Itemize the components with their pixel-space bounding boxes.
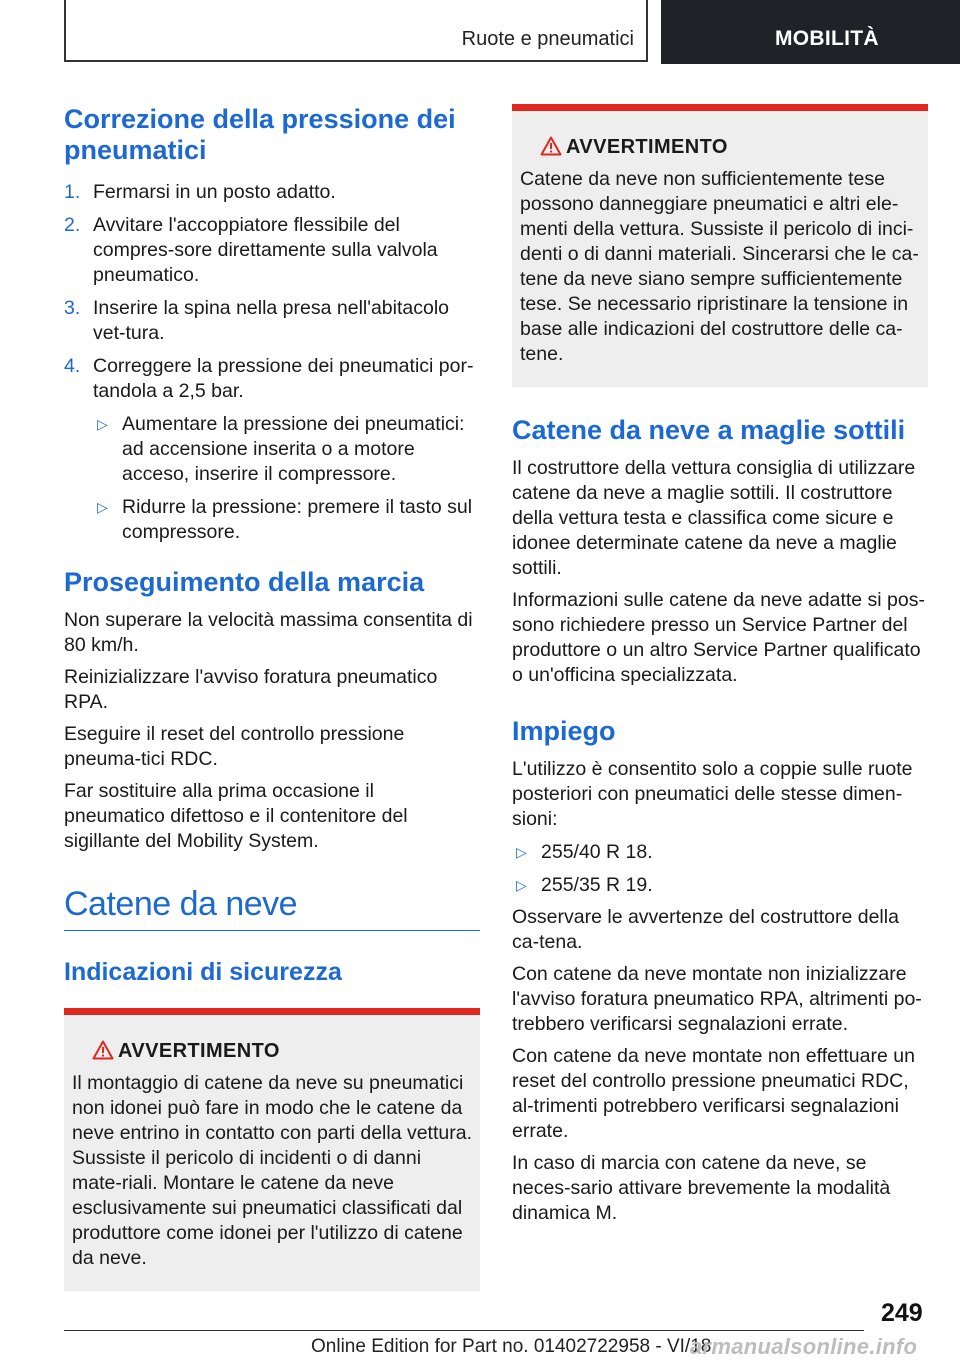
warning-title: AVVERTIMENTO (118, 1040, 280, 1062)
paragraph: Osservare le avvertenze del costruttore della ca‐tena. (512, 906, 899, 953)
list-item (93, 495, 480, 545)
warning-text: Catene da neve non sufficientemente tese possono danneggiare pneumatici e altri ele‐menti della vettura. Sussiste il pericolo di inci‐denti o di danni materiali. Sincerarsi che le ca‐tene da neve siano sempre sufficientemente tese. Se necessario ripristinare la tensione in base alle indicazioni del costruttore delle ca‐tene. (520, 168, 919, 365)
step-number: 4. (64, 355, 81, 377)
bullet-text: Aumentare la pressione dei pneumatici: ad accensione inserita o a motore acceso, inserire il compressore. (122, 413, 465, 485)
bullet-text: Ridurre la pressione: premere il tasto sul compressore. (122, 496, 473, 543)
step-item (64, 354, 480, 404)
step-number: 1. (64, 181, 81, 203)
warning-header (72, 1039, 472, 1065)
edition-text: Online Edition for Part no. 01402722958 - VI/18 (311, 1336, 712, 1357)
warning-box (64, 1008, 480, 1291)
paragraph: Non superare la velocità massima consentita di 80 km/h. (64, 609, 473, 656)
triangle-bullet-icon: ▷ (516, 844, 527, 860)
page-number: 249 (881, 1299, 923, 1327)
heading-fine-mesh-chains: Catene da neve a maglie sottili (512, 415, 906, 445)
step-number: 2. (64, 214, 81, 236)
sub-bullet-list (64, 412, 480, 545)
triangle-bullet-icon: ▷ (97, 499, 108, 515)
list-item (512, 840, 928, 865)
paragraph: Eseguire il reset del controllo pressione pneuma‐tici RDC. (64, 723, 405, 770)
heading-snow-chains: Catene da neve (64, 885, 298, 923)
paragraph: Far sostituire alla prima occasione il pneumatico difettoso e il contenitore del sigillante del Mobility System. (64, 780, 408, 852)
list-item (512, 873, 928, 898)
warning-text: Il montaggio di catene da neve su pneumatici non idonei può fare in modo che le catene da neve entrino in contatto con parti della vettura. Sussiste il pericolo di incidenti o di danni mate‐riali. Montare le catene da neve esclusivamente sui pneumatici classificati dal produttore come idonei per l'utilizzo di catene da neve. (72, 1072, 472, 1269)
step-text: Inserire la spina nella presa nell'abitacolo vet‐tura. (93, 297, 450, 344)
heading-continue-driving: Proseguimento della marcia (64, 567, 425, 597)
tire-size: 255/35 R 19. (541, 874, 653, 896)
step-text: Fermarsi in un posto adatto. (93, 181, 336, 203)
paragraph: Informazioni sulle catene da neve adatte si pos‐sono richiedere presso un Service Partner del produttore o un altro Service Partner qualificato o un'officina specializzata. (512, 589, 925, 686)
footer-rule (64, 1330, 864, 1331)
section-title: Ruote e pneumatici (461, 28, 634, 50)
triangle-bullet-icon: ▷ (97, 416, 108, 432)
paragraph: Reinizializzare l'avviso foratura pneumatico RPA. (64, 666, 438, 713)
chapter-title: MOBILITÀ (775, 27, 879, 50)
page-header (0, 0, 960, 66)
warning-triangle-icon (92, 1040, 114, 1060)
heading-usage: Impiego (512, 716, 616, 746)
triangle-bullet-icon: ▷ (516, 877, 527, 893)
chapter-tab (661, 0, 960, 64)
list-item (93, 412, 480, 487)
paragraph: Con catene da neve montate non inizializzare l'avviso foratura pneumatico RPA, altrimenti po‐trebbero verificarsi segnalazioni errate. (512, 963, 922, 1035)
paragraph: Il costruttore della vettura consiglia di utilizzare catene da neve a maglie sottili. Il costruttore della vettura testa e classifica come sicure e idonee determinate catene da neve a maglie sottili. (512, 457, 916, 579)
step-text: Correggere la pressione dei pneumatici por‐tandola a 2,5 bar. (93, 355, 474, 402)
watermark: armanualsonline.info (690, 1334, 918, 1359)
heading-safety-notes: Indicazioni di sicurezza (64, 958, 342, 986)
warning-header (520, 135, 920, 161)
step-item (64, 296, 480, 346)
warning-box (512, 104, 928, 387)
warning-title: AVVERTIMENTO (566, 136, 728, 158)
warning-triangle-icon (540, 136, 562, 156)
step-item (64, 180, 480, 205)
step-item (64, 213, 480, 288)
paragraph: In caso di marcia con catene da neve, se neces‐sario attivare brevemente la modalità dinamica M. (512, 1152, 891, 1224)
heading-pressure-correction: Correzione della pressione dei pneumatici (64, 104, 456, 165)
step-text: Avvitare l'accoppiatore flessibile del compres‐sore direttamente sulla valvola pneumatico. (93, 214, 438, 286)
right-column (512, 104, 928, 1226)
paragraph: L'utilizzo è consentito solo a coppie sulle ruote posteriori con pneumatici delle stesse dimen‐sioni: (512, 758, 913, 830)
step-number: 3. (64, 297, 81, 319)
paragraph: Con catene da neve montate non effettuare un reset del controllo pressione pneumatici RDC, al‐trimenti potrebbero verificarsi segnalazioni errate. (512, 1045, 915, 1142)
section-tab (64, 0, 648, 62)
left-column (64, 104, 480, 1291)
tire-size: 255/40 R 18. (541, 841, 653, 863)
